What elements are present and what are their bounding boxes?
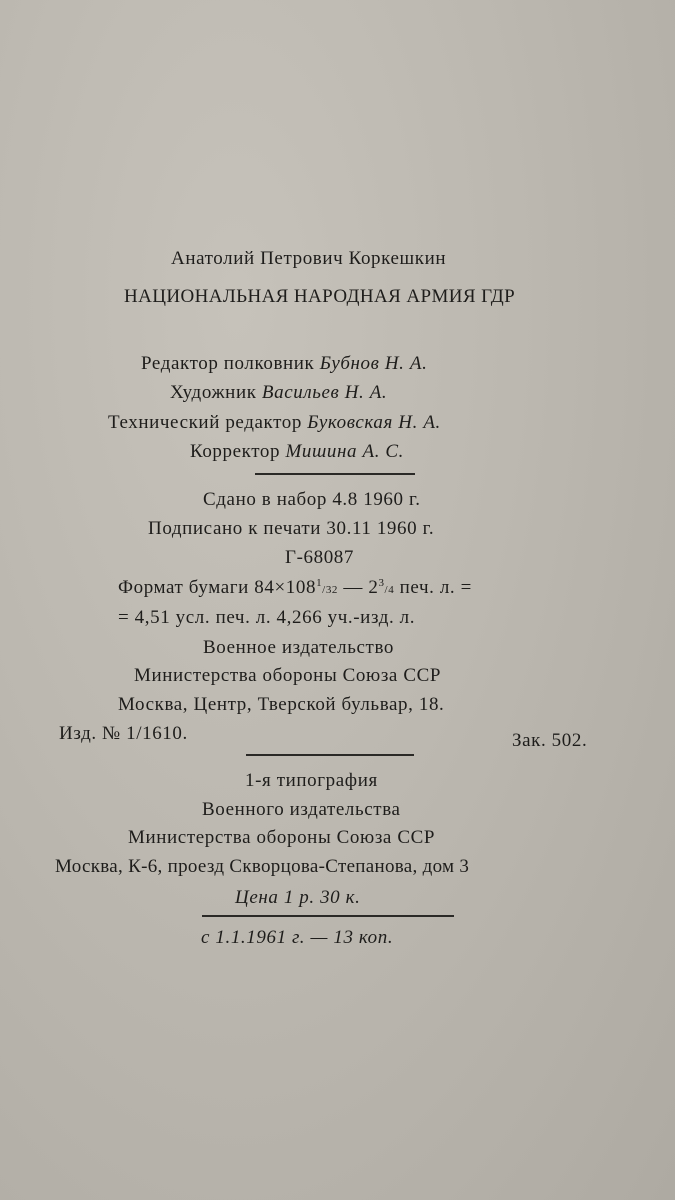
printer-line-1: 1-я типография (245, 770, 378, 791)
code-number: Г-68087 (285, 547, 355, 568)
credit-person: Буковская Н. А. (307, 412, 441, 433)
credit-person: Мишина А. С. (285, 441, 405, 462)
format-sup-2: 3 (378, 577, 385, 589)
credit-role: Художник (170, 382, 257, 403)
new-price: с 1.1.1961 г. — 13 коп. (201, 927, 394, 948)
publisher-address: Москва, Центр, Тверской бульвар, 18. (118, 694, 445, 715)
sheet-count: = 4,51 усл. печ. л. 4,266 уч.-изд. л. (118, 607, 416, 628)
format-prefix: Формат бумаги 84×108 (118, 577, 317, 598)
paper-format (118, 578, 472, 597)
signed-date: Подписано к печати 30.11 1960 г. (148, 518, 435, 539)
printer-line-3: Министерства обороны Союза ССР (128, 827, 436, 848)
format-sup: 1 (316, 577, 323, 589)
book-title: НАЦИОНАЛЬНАЯ НАРОДНАЯ АРМИЯ ГДР (124, 286, 516, 307)
divider (202, 915, 454, 917)
divider (246, 754, 414, 756)
printer-line-2: Военного издательства (202, 799, 401, 820)
edition-number: Изд. № 1/1610. (59, 723, 188, 744)
publisher-line-2: Министерства обороны Союза ССР (134, 665, 442, 686)
format-suffix: печ. л. = (394, 577, 472, 598)
credit-proofreader (190, 442, 404, 461)
price: Цена 1 р. 30 к. (235, 887, 361, 908)
credit-person: Бубнов Н. А. (319, 353, 428, 374)
divider (255, 473, 415, 475)
submitted-date: Сдано в набор 4.8 1960 г. (203, 489, 421, 510)
credit-role: Технический редактор (108, 412, 302, 433)
publisher-line-1: Военное издательство (203, 637, 394, 658)
author-name: Анатолий Петрович Коркешкин (171, 248, 447, 269)
credit-artist (170, 383, 387, 402)
credit-tech-editor (108, 413, 441, 432)
credit-editor (141, 354, 427, 373)
printer-line-4: Москва, К-6, проезд Скворцова-Степанова, дом 3 (55, 856, 470, 877)
format-sub: /32 (322, 584, 339, 596)
credit-role: Редактор полковник (141, 353, 315, 374)
order-number: Зак. 502. (512, 730, 588, 751)
format-mid: — 2 (338, 577, 379, 598)
credit-person: Васильев Н. А. (261, 382, 388, 403)
format-sub-2: /4 (384, 584, 395, 596)
credit-role: Корректор (190, 441, 281, 462)
